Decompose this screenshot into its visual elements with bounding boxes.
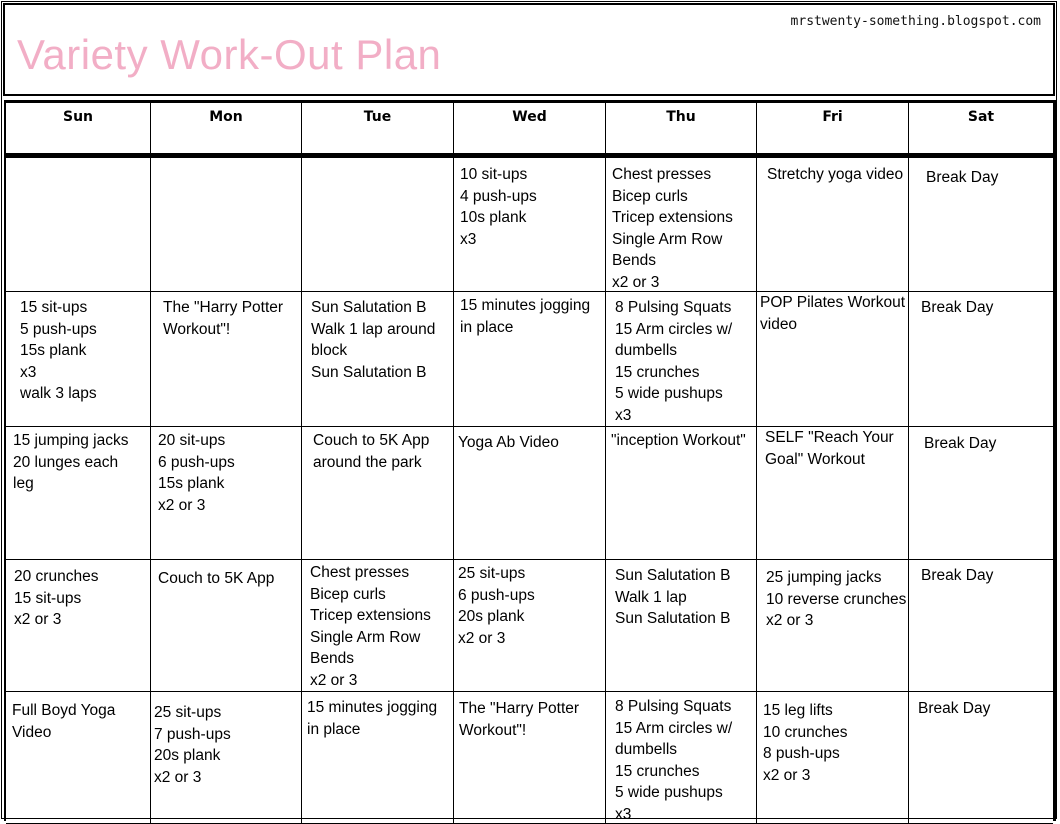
day-cell-week5-sun: Full Boyd Yoga Video <box>6 692 151 824</box>
day-cell-week5-mon: 25 sit-ups 7 push-ups 20s plank x2 or 3 <box>151 692 302 824</box>
day-cell-week3-sat: Break Day <box>909 427 1053 560</box>
day-cell-week1-tue <box>302 158 454 292</box>
day-cell-week3-tue: Couch to 5K App around the park <box>302 427 454 560</box>
header-box <box>3 3 1055 96</box>
day-cell-week1-thu: Chest presses Bicep curls Tricep extensions Single Arm Row Bends x2 or 3 <box>606 158 757 292</box>
day-cell-week2-thu: 8 Pulsing Squats 15 Arm circles w/ dumbells 15 crunches 5 wide pushups x3 <box>606 292 757 427</box>
day-cell-week1-mon <box>151 158 302 292</box>
day-cell-week5-wed: The "Harry Potter Workout"! <box>454 692 606 824</box>
day-cell-week5-thu: 8 Pulsing Squats 15 Arm circles w/ dumbells 15 crunches 5 wide pushups x3 <box>606 692 757 824</box>
day-cell-week3-mon: 20 sit-ups 6 push-ups 15s plank x2 or 3 <box>151 427 302 560</box>
day-cell-week1-sun <box>6 158 151 292</box>
day-cell-week2-sat: Break Day <box>909 292 1053 427</box>
day-cell-week2-fri: POP Pilates Workout video <box>757 292 909 427</box>
day-header-fri: Fri <box>757 103 909 155</box>
day-cell-week2-wed: 15 minutes jogging in place <box>454 292 606 427</box>
day-header-sun: Sun <box>6 103 151 155</box>
day-cell-week4-fri: 25 jumping jacks 10 reverse crunches x2 or 3 <box>757 560 909 692</box>
day-cell-week4-mon: Couch to 5K App <box>151 560 302 692</box>
day-cell-week5-tue: 15 minutes jogging in place <box>302 692 454 824</box>
page-title: Variety Work-Out Plan <box>17 31 442 78</box>
day-cell-week4-tue: Chest presses Bicep curls Tricep extensions Single Arm Row Bends x2 or 3 <box>302 560 454 692</box>
blog-url: mrstwenty-something.blogspot.com <box>790 14 1041 29</box>
day-cell-week3-wed: Yoga Ab Video <box>454 427 606 560</box>
day-cell-week5-fri: 15 leg lifts 10 crunches 8 push-ups x2 or 3 <box>757 692 909 824</box>
day-header-tue: Tue <box>302 103 454 155</box>
day-cell-week1-sat: Break Day <box>909 158 1053 292</box>
day-cell-week4-sat: Break Day <box>909 560 1053 692</box>
day-cell-week4-sun: 20 crunches 15 sit-ups x2 or 3 <box>6 560 151 692</box>
day-cell-week3-sun: 15 jumping jacks 20 lunges each leg <box>6 427 151 560</box>
day-cell-week2-tue: Sun Salutation B Walk 1 lap around block Sun Salutation B <box>302 292 454 427</box>
calendar-grid <box>4 100 1056 821</box>
day-cell-week5-sat: Break Day <box>909 692 1053 824</box>
day-cell-week3-thu: "inception Workout" <box>606 427 757 560</box>
day-cell-week1-wed: 10 sit-ups 4 push-ups 10s plank x3 <box>454 158 606 292</box>
day-cell-week3-fri: SELF "Reach Your Goal" Workout <box>757 427 909 560</box>
day-header-sat: Sat <box>967 109 995 125</box>
day-cell-week2-sun: 15 sit-ups 5 push-ups 15s plank x3 walk 3 laps <box>6 292 151 427</box>
day-cell-week1-fri: Stretchy yoga video <box>757 158 909 292</box>
day-cell-week4-wed: 25 sit-ups 6 push-ups 20s plank x2 or 3 <box>454 560 606 692</box>
day-header-mon: Mon <box>151 103 302 155</box>
day-header-wed: Wed <box>454 103 606 155</box>
day-header-thu: Thu <box>606 103 757 155</box>
day-cell-week2-mon: The "Harry Potter Workout"! <box>151 292 302 427</box>
day-cell-week4-thu: Sun Salutation B Walk 1 lap Sun Salutation B <box>606 560 757 692</box>
